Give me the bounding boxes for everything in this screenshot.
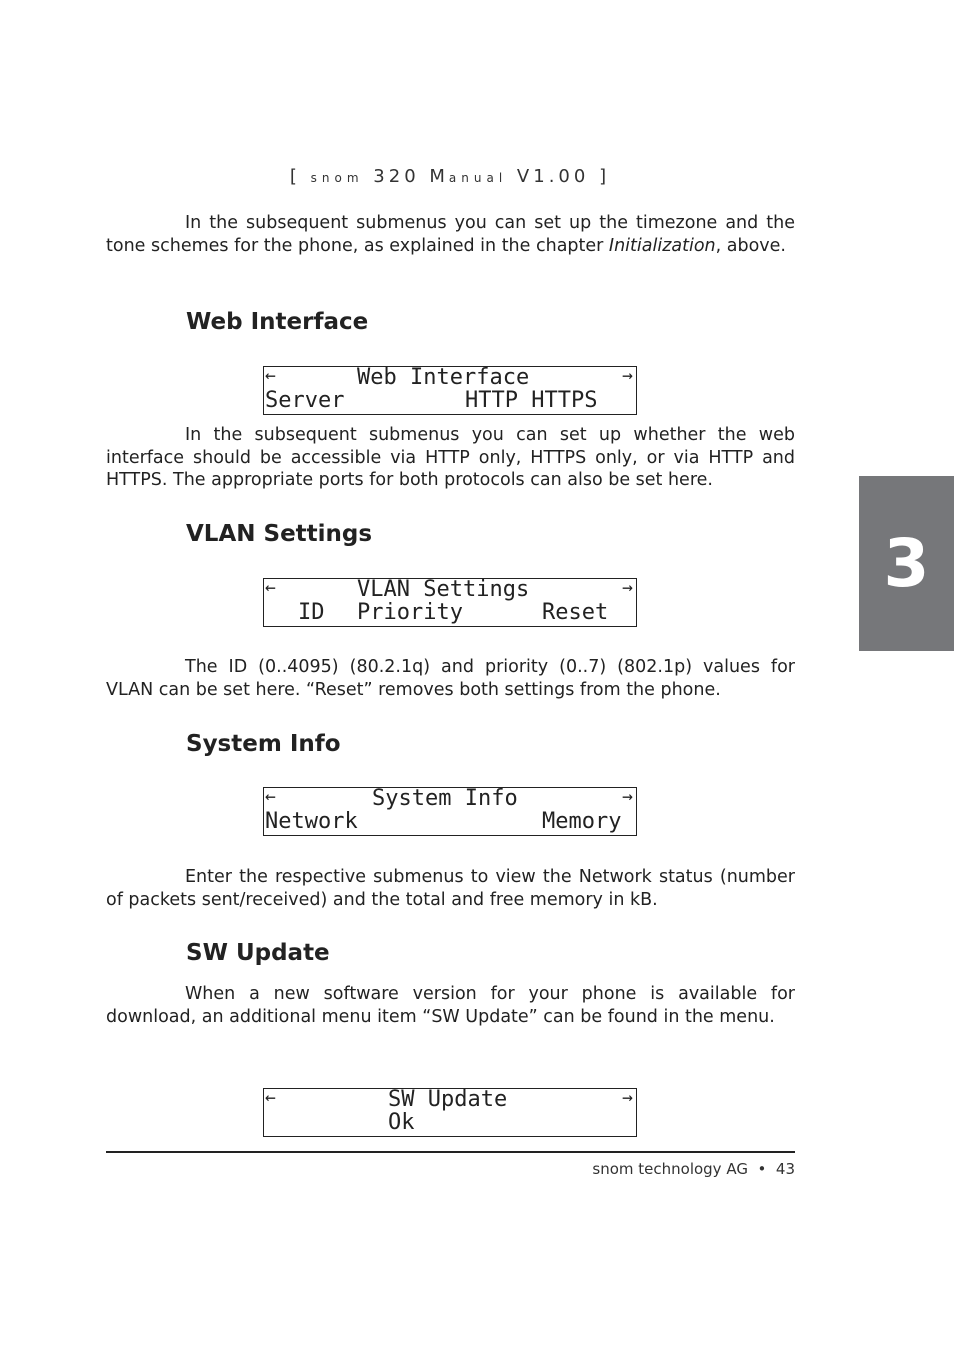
lcd-title: VLAN Settings	[357, 577, 530, 602]
header-manual-rest: anual	[448, 171, 508, 185]
bracket-open: [	[289, 166, 301, 187]
header-model: 320	[373, 166, 420, 187]
intro-emphasis: Initialization	[608, 235, 716, 256]
left-arrow-icon: ←	[265, 365, 276, 386]
footer-company: snom technology AG	[592, 1160, 748, 1178]
chapter-tab: 3	[859, 476, 954, 651]
sw-update-paragraph: When a new software version for your phone is available for download, an additional menu item “SW Update” can be found in the menu.	[106, 984, 795, 1027]
right-arrow-icon: →	[622, 786, 633, 807]
header-manual-cap: M	[429, 166, 449, 187]
left-arrow-icon: ←	[265, 1087, 276, 1108]
page-footer	[592, 1160, 795, 1178]
system-info-paragraph: Enter the respective submenus to view the Network status (number of packets sent/received) and the total and free memory in kB.	[106, 867, 795, 910]
intro-paragraph: In the subsequent submenus you can set up the timezone and the tone schemes for the phone, as explained in the chapter Initialization, above.	[106, 213, 795, 256]
lcd-item-reset: Reset	[542, 600, 609, 625]
section-heading-system-info: System Info	[186, 731, 341, 757]
vlan-settings-paragraph: The ID (0..4095) (80.2.1q) and priority (0..7) (802.1p) values for VLAN can be set here. “Reset” removes both settings from the phone.	[106, 657, 795, 700]
right-arrow-icon: →	[622, 1087, 633, 1108]
lcd-item-network: Network	[265, 809, 358, 834]
footer-bullet: •	[757, 1160, 767, 1178]
lcd-display-system-info	[263, 787, 637, 836]
header-version: V1.00	[516, 166, 590, 187]
lcd-display-sw-update	[263, 1088, 637, 1137]
section-heading-web-interface: Web Interface	[186, 309, 369, 335]
left-arrow-icon: ←	[265, 577, 276, 598]
page-number: 43	[775, 1160, 795, 1178]
lcd-display-web-interface	[263, 366, 637, 415]
bracket-close: ]	[599, 166, 611, 187]
lcd-title: System Info	[372, 786, 518, 811]
lcd-item-memory: Memory	[542, 809, 622, 834]
section-heading-vlan-settings: VLAN Settings	[186, 521, 373, 547]
lcd-item-priority: Priority	[357, 600, 463, 625]
footer-divider	[106, 1151, 795, 1153]
header-brand: snom	[310, 171, 364, 185]
web-interface-paragraph: In the subsequent submenus you can set up whether the web interface should be accessible via HTTP only, HTTPS only, or via HTTP and HTTPS. The appropriate ports for both protocols can also be set here.	[106, 425, 795, 490]
lcd-item-id: ID	[298, 600, 325, 625]
running-header	[0, 166, 900, 187]
lcd-title: SW Update	[388, 1087, 508, 1112]
left-arrow-icon: ←	[265, 786, 276, 807]
lcd-item-ok: Ok	[388, 1110, 415, 1135]
right-arrow-icon: →	[622, 365, 633, 386]
section-heading-sw-update: SW Update	[186, 940, 330, 966]
right-arrow-icon: →	[622, 577, 633, 598]
lcd-item-server: Server	[265, 388, 345, 413]
lcd-item-http-https: HTTP HTTPS	[465, 388, 598, 413]
lcd-display-vlan-settings	[263, 578, 637, 627]
lcd-title: Web Interface	[357, 365, 530, 390]
